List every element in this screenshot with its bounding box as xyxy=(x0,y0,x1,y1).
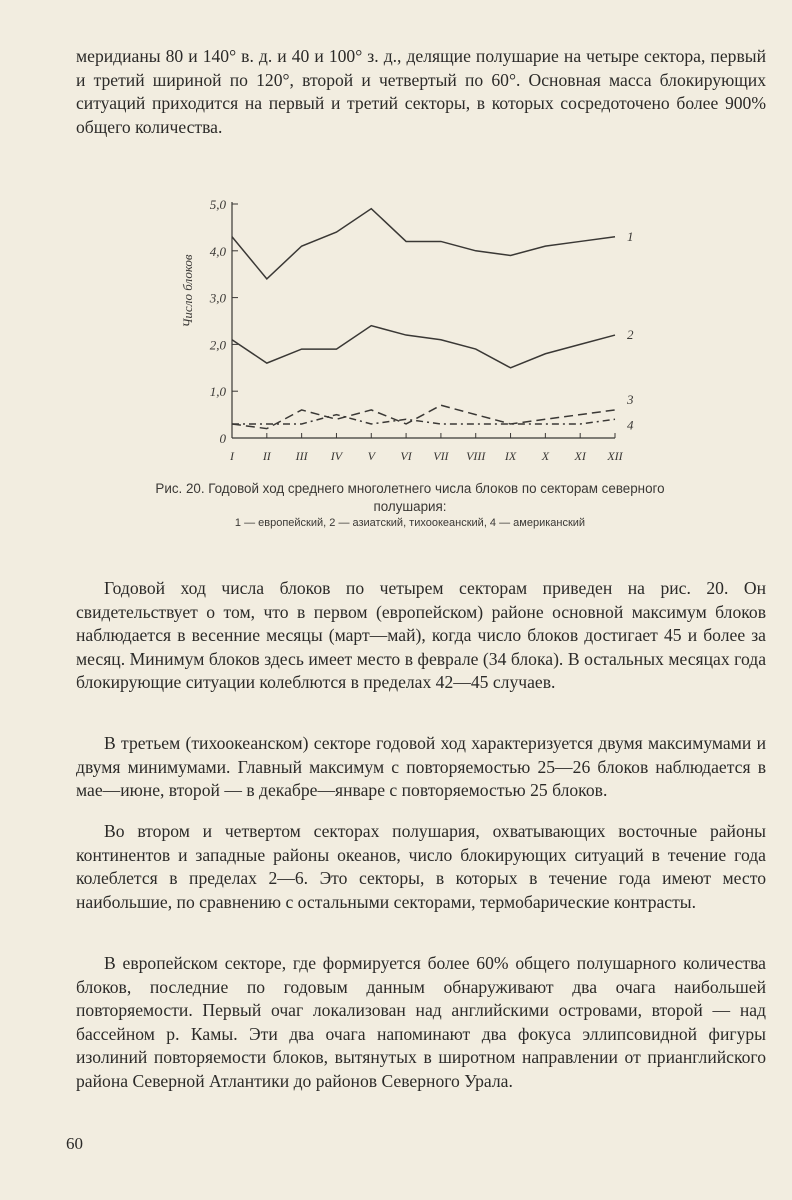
x-tick-label: VII xyxy=(433,449,449,463)
figure-caption: Рис. 20. Годовой ход среднего многолетнего числа блоков по секторам северного полушария: xyxy=(155,481,665,514)
series-label-2: 2 xyxy=(627,327,634,343)
x-tick-label: IV xyxy=(330,449,343,463)
x-tick-label: XI xyxy=(574,449,586,463)
y-tick-label: 1,0 xyxy=(209,384,226,400)
x-tick-label: VI xyxy=(400,449,412,463)
x-tick-label: X xyxy=(541,449,550,463)
y-tick-label: 2,0 xyxy=(209,337,226,353)
paragraph-1: Годовой ход числа блоков по четырем секторам приведен на рис. 20. Он свидетельствует о том, что в первом (европейском) районе основной максимум блоков наблюдается в весенние месяцы (март—май), когда число блоков достигает 45 и более за месяц. Минимум блоков здесь имеет место в феврале (34 блока). В остальных месяцах года блокирующие ситуации колеблются в пределах 42—45 случаев. xyxy=(76,578,766,693)
x-tick-label: III xyxy=(295,449,308,463)
y-tick-label: 3,0 xyxy=(209,290,226,306)
annual-blocks-chart xyxy=(170,180,640,480)
y-axis-label: Число блоков xyxy=(180,254,195,328)
figure-legend: 1 — европейский, 2 — азиатский, тихоокеанский, 4 — американский xyxy=(234,517,586,529)
y-tick-label: 4,0 xyxy=(209,243,226,259)
series-line-1 xyxy=(232,209,615,279)
x-tick-label: VIII xyxy=(466,449,486,463)
x-tick-label: XII xyxy=(607,449,623,463)
x-tick-label: II xyxy=(262,449,271,463)
x-tick-label: I xyxy=(230,449,234,463)
series-line-3 xyxy=(232,405,615,428)
series-label-1: 1 xyxy=(627,228,634,244)
paragraph-intro: меридианы 80 и 140° в. д. и 40 и 100° з. д., делящие полушарие на четыре сектора, первый и третий шириной по 120°, второй и четвертый по 60°. Основная масса блокирующих ситуаций приходится на первый и третий секторы, в которых сосредоточено более 900% общего количества. xyxy=(76,46,766,137)
series-line-2 xyxy=(232,326,615,368)
series-label-3: 3 xyxy=(627,391,634,407)
x-tick-label: V xyxy=(367,449,375,463)
paragraph-2: В третьем (тихоокеанском) секторе годовой ход характеризуется двумя максимумами и двумя минимумами. Главный максимум с повторяемостью 25—26 блоков наблюдается в мае—июне, второй — в декабре—январе с повторяемостью 25 блоков. xyxy=(76,733,766,801)
paragraph-4: В европейском секторе, где формируется более 60% общего полушарного количества блоков, последние по годовым данным обнаруживают два очага наибольшей повторяемости. Первый очаг локализован над английскими островами, второй — над бассейном р. Камы. Эти два очага напоминают два фокуса эллипсовидной фигуры изолиний повторяемости блоков, вытянутых в широтном направлении от прианглийского района Северной Атлантики до районов Северного Урала. xyxy=(76,953,766,1091)
series-label-4: 4 xyxy=(627,417,634,433)
page-number: 60 xyxy=(66,1134,83,1153)
x-tick-label: IX xyxy=(504,449,517,463)
paragraph-3: Во втором и четвертом секторах полушария, охватывающих восточные районы континентов и западные районы океанов, число блокирующих ситуаций в течение года колеблется в пределах 2—6. Это секторы, в которых в течение года имеют место наибольшие, по сравнению с остальными секторами, термобарические контрасты. xyxy=(76,821,766,912)
y-tick-label: 0 xyxy=(219,431,226,446)
figure-20 xyxy=(170,180,640,480)
y-tick-label: 5,0 xyxy=(209,197,226,212)
